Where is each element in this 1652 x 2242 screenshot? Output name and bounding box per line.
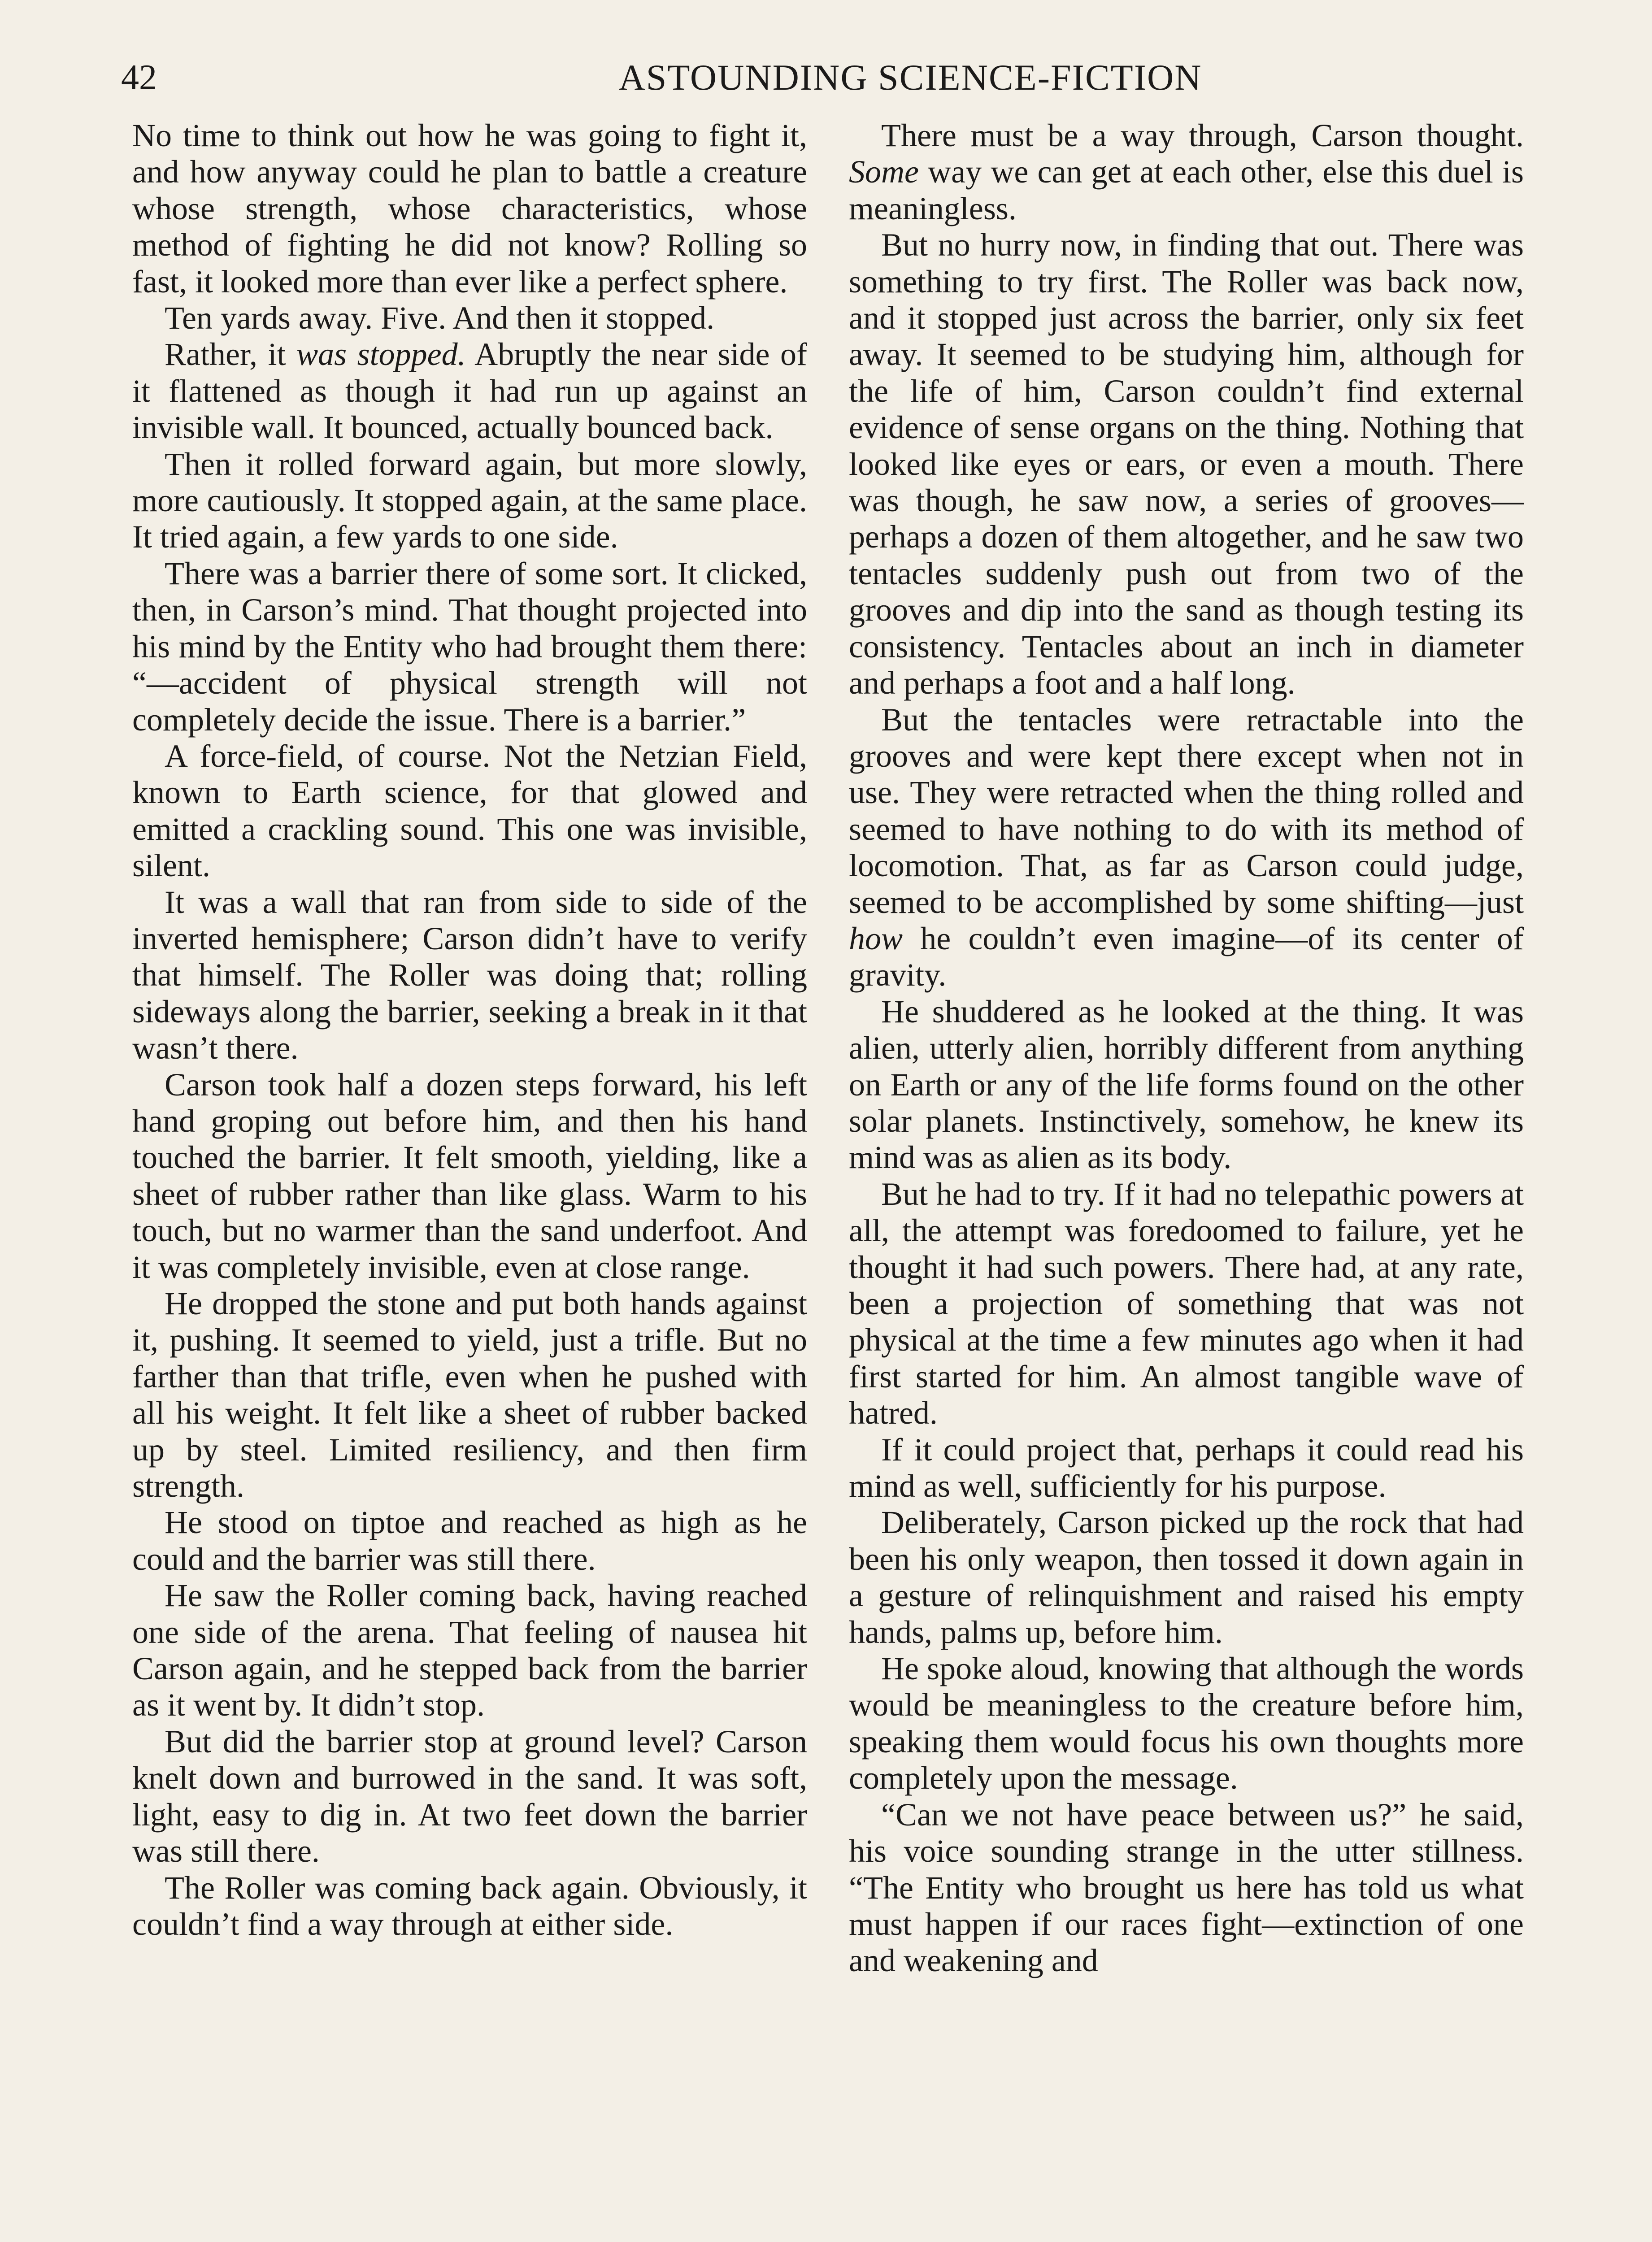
running-title: ASTOUNDING SCIENCE-FICTION	[618, 57, 1202, 98]
paragraph-text: He stood on tiptoe and reached as high as he could and the barrier was still there.	[132, 1504, 807, 1577]
paragraph	[849, 117, 1524, 227]
paragraph	[132, 300, 807, 336]
paragraph-text: No time to think out how he was going to fight it, and how anyway could he plan to battle a creature whose strength, whose characteristics, whose method of fighting he did not know? Rolling so fast, it looked more than ever like a perfect sphere.	[132, 117, 807, 300]
paragraph	[849, 1504, 1524, 1651]
right-text-column	[849, 117, 1524, 1979]
paragraph-text: But he had to try. If it had no telepathic powers at all, the attempt was foredoomed to failure, yet he thought it had such powers. There had, at any rate, been a projection of something that was not physical at the time a few minutes ago when it had first started for him. An almost tangible wave of hatred.	[849, 1176, 1524, 1431]
paragraph-text: Carson took half a dozen steps forward, his left hand groping out before him, and then his hand touched the barrier. It felt smooth, yielding, like a sheet of rubber rather than like glass. Warm to his touch, but no warmer than the sand underfoot. And it was completely invisible, even at close range.	[132, 1066, 807, 1285]
paragraph	[132, 1067, 807, 1286]
paragraph	[849, 994, 1524, 1176]
emphasized-text: Some	[849, 154, 919, 190]
paragraph	[132, 556, 807, 738]
paragraph-text: he couldn’t even imagine—of its center of gravity.	[849, 920, 1524, 993]
page-header	[121, 53, 1538, 111]
paragraph-text: A force-field, of course. Not the Netzian Field, known to Earth science, for that glowed and emitted a crackling sound. This one was invisible, silent.	[132, 738, 807, 884]
paragraph-text: The Roller was coming back again. Obviously, it couldn’t find a way through at either side.	[132, 1869, 807, 1942]
paragraph-text: Then it rolled forward again, but more slowly, more cautiously. It stopped again, at the same place. It tried again, a few yards to one side.	[132, 446, 807, 555]
paragraph-text: He dropped the stone and put both hands against it, pushing. It seemed to yield, just a trifle. But no farther than that trifle, even when he pushed with all his weight. It felt like a sheet of rubber backed up by steel. Limited resiliency, and then firm strength.	[132, 1286, 807, 1504]
paragraph-text: He shuddered as he looked at the thing. It was alien, utterly alien, horribly different from anything on Earth or any of the life forms found on the other solar planets. Instinctively, somehow, he knew its mind was as alien as its body.	[849, 993, 1524, 1176]
paragraph	[132, 884, 807, 1067]
paragraph-text: But no hurry now, in finding that out. There was something to try first. The Roller was back now, and it stopped just across the barrier, only six feet away. It seemed to be studying him, although for the life of him, Carson couldn’t find external evidence of sense organs on the thing. Nothing that looked like eyes or ears, or even a mouth. There was though, he saw now, a series of grooves—perhaps a dozen of them altogether, and he saw two tentacles suddenly push out from two of the grooves and dip into the sand as though testing its consistency. Tentacles about an inch in diameter and perhaps a foot and a half long.	[849, 227, 1524, 701]
paragraph-text: But the tentacles were retractable into the grooves and were kept there except when not in use. They were retracted when the thing rolled and seemed to have nothing to do with its method of locomotion. That, as far as Carson could judge, seemed to be accomplished by some shifting—just	[849, 701, 1524, 920]
paragraph-text: He spoke aloud, knowing that although the words would be meaningless to the creature before him, speaking them would focus his own thoughts more completely upon the message.	[849, 1651, 1524, 1796]
paragraph	[132, 738, 807, 884]
paragraph	[132, 1724, 807, 1870]
paragraph-text: He saw the Roller coming back, having reached one side of the arena. That feeling of nausea hit Carson again, and he stepped back from the barrier as it went by. It didn’t stop.	[132, 1577, 807, 1723]
paragraph	[849, 1432, 1524, 1505]
paragraph-text: It was a wall that ran from side to side of the inverted hemisphere; Carson didn’t have to verify that himself. The Roller was doing that; rolling sideways along the barrier, seeking a break in it that wasn’t there.	[132, 884, 807, 1066]
left-text-column	[132, 117, 807, 1942]
paragraph-text: There was a barrier there of some sort. It clicked, then, in Carson’s mind. That thought projected into his mind by the Entity who had brought them there: “—accident of physical strength will not completely decide the issue. There is a barrier.”	[132, 555, 807, 738]
paragraph	[132, 117, 807, 300]
paragraph-text: way we can get at each other, else this duel is meaningless.	[849, 154, 1524, 226]
paragraph-text: Abruptly the near side of it flattened as though it had run up against an invisible wall. It bounced, actually bounced back.	[132, 336, 807, 446]
paragraph	[132, 446, 807, 556]
paragraph-text: Rather, it	[165, 336, 297, 373]
paragraph-text: “Can we not have peace between us?” he said, his voice sounding strange in the utter stillness. “The Entity who brought us here has told us what must happen if our races fight—extinction of one and weakening and	[849, 1796, 1524, 1979]
emphasized-text: how	[849, 920, 903, 956]
paragraph	[849, 702, 1524, 994]
paragraph	[132, 336, 807, 446]
paragraph-text: There must be a way through, Carson thought.	[881, 117, 1524, 153]
paragraph	[132, 1286, 807, 1504]
paragraph	[132, 1504, 807, 1577]
paragraph-text: If it could project that, perhaps it could read his mind as well, sufficiently for his purpose.	[849, 1431, 1524, 1504]
paragraph-text: Ten yards away. Five. And then it stopped.	[165, 300, 715, 336]
emphasized-text: was stopped.	[296, 336, 466, 373]
paragraph	[132, 1870, 807, 1943]
paragraph-text: But did the barrier stop at ground level? Carson knelt down and burrowed in the sand. It was soft, light, easy to dig in. At two feet down the barrier was still there.	[132, 1723, 807, 1869]
paragraph	[849, 1651, 1524, 1797]
paragraph-text: Deliberately, Carson picked up the rock that had been his only weapon, then tossed it down again in a gesture of relinquishment and raised his empty hands, palms up, before him.	[849, 1504, 1524, 1650]
paragraph	[132, 1577, 807, 1724]
paragraph	[849, 227, 1524, 701]
paragraph	[849, 1176, 1524, 1432]
page-number: 42	[121, 58, 157, 97]
paragraph	[849, 1797, 1524, 1979]
